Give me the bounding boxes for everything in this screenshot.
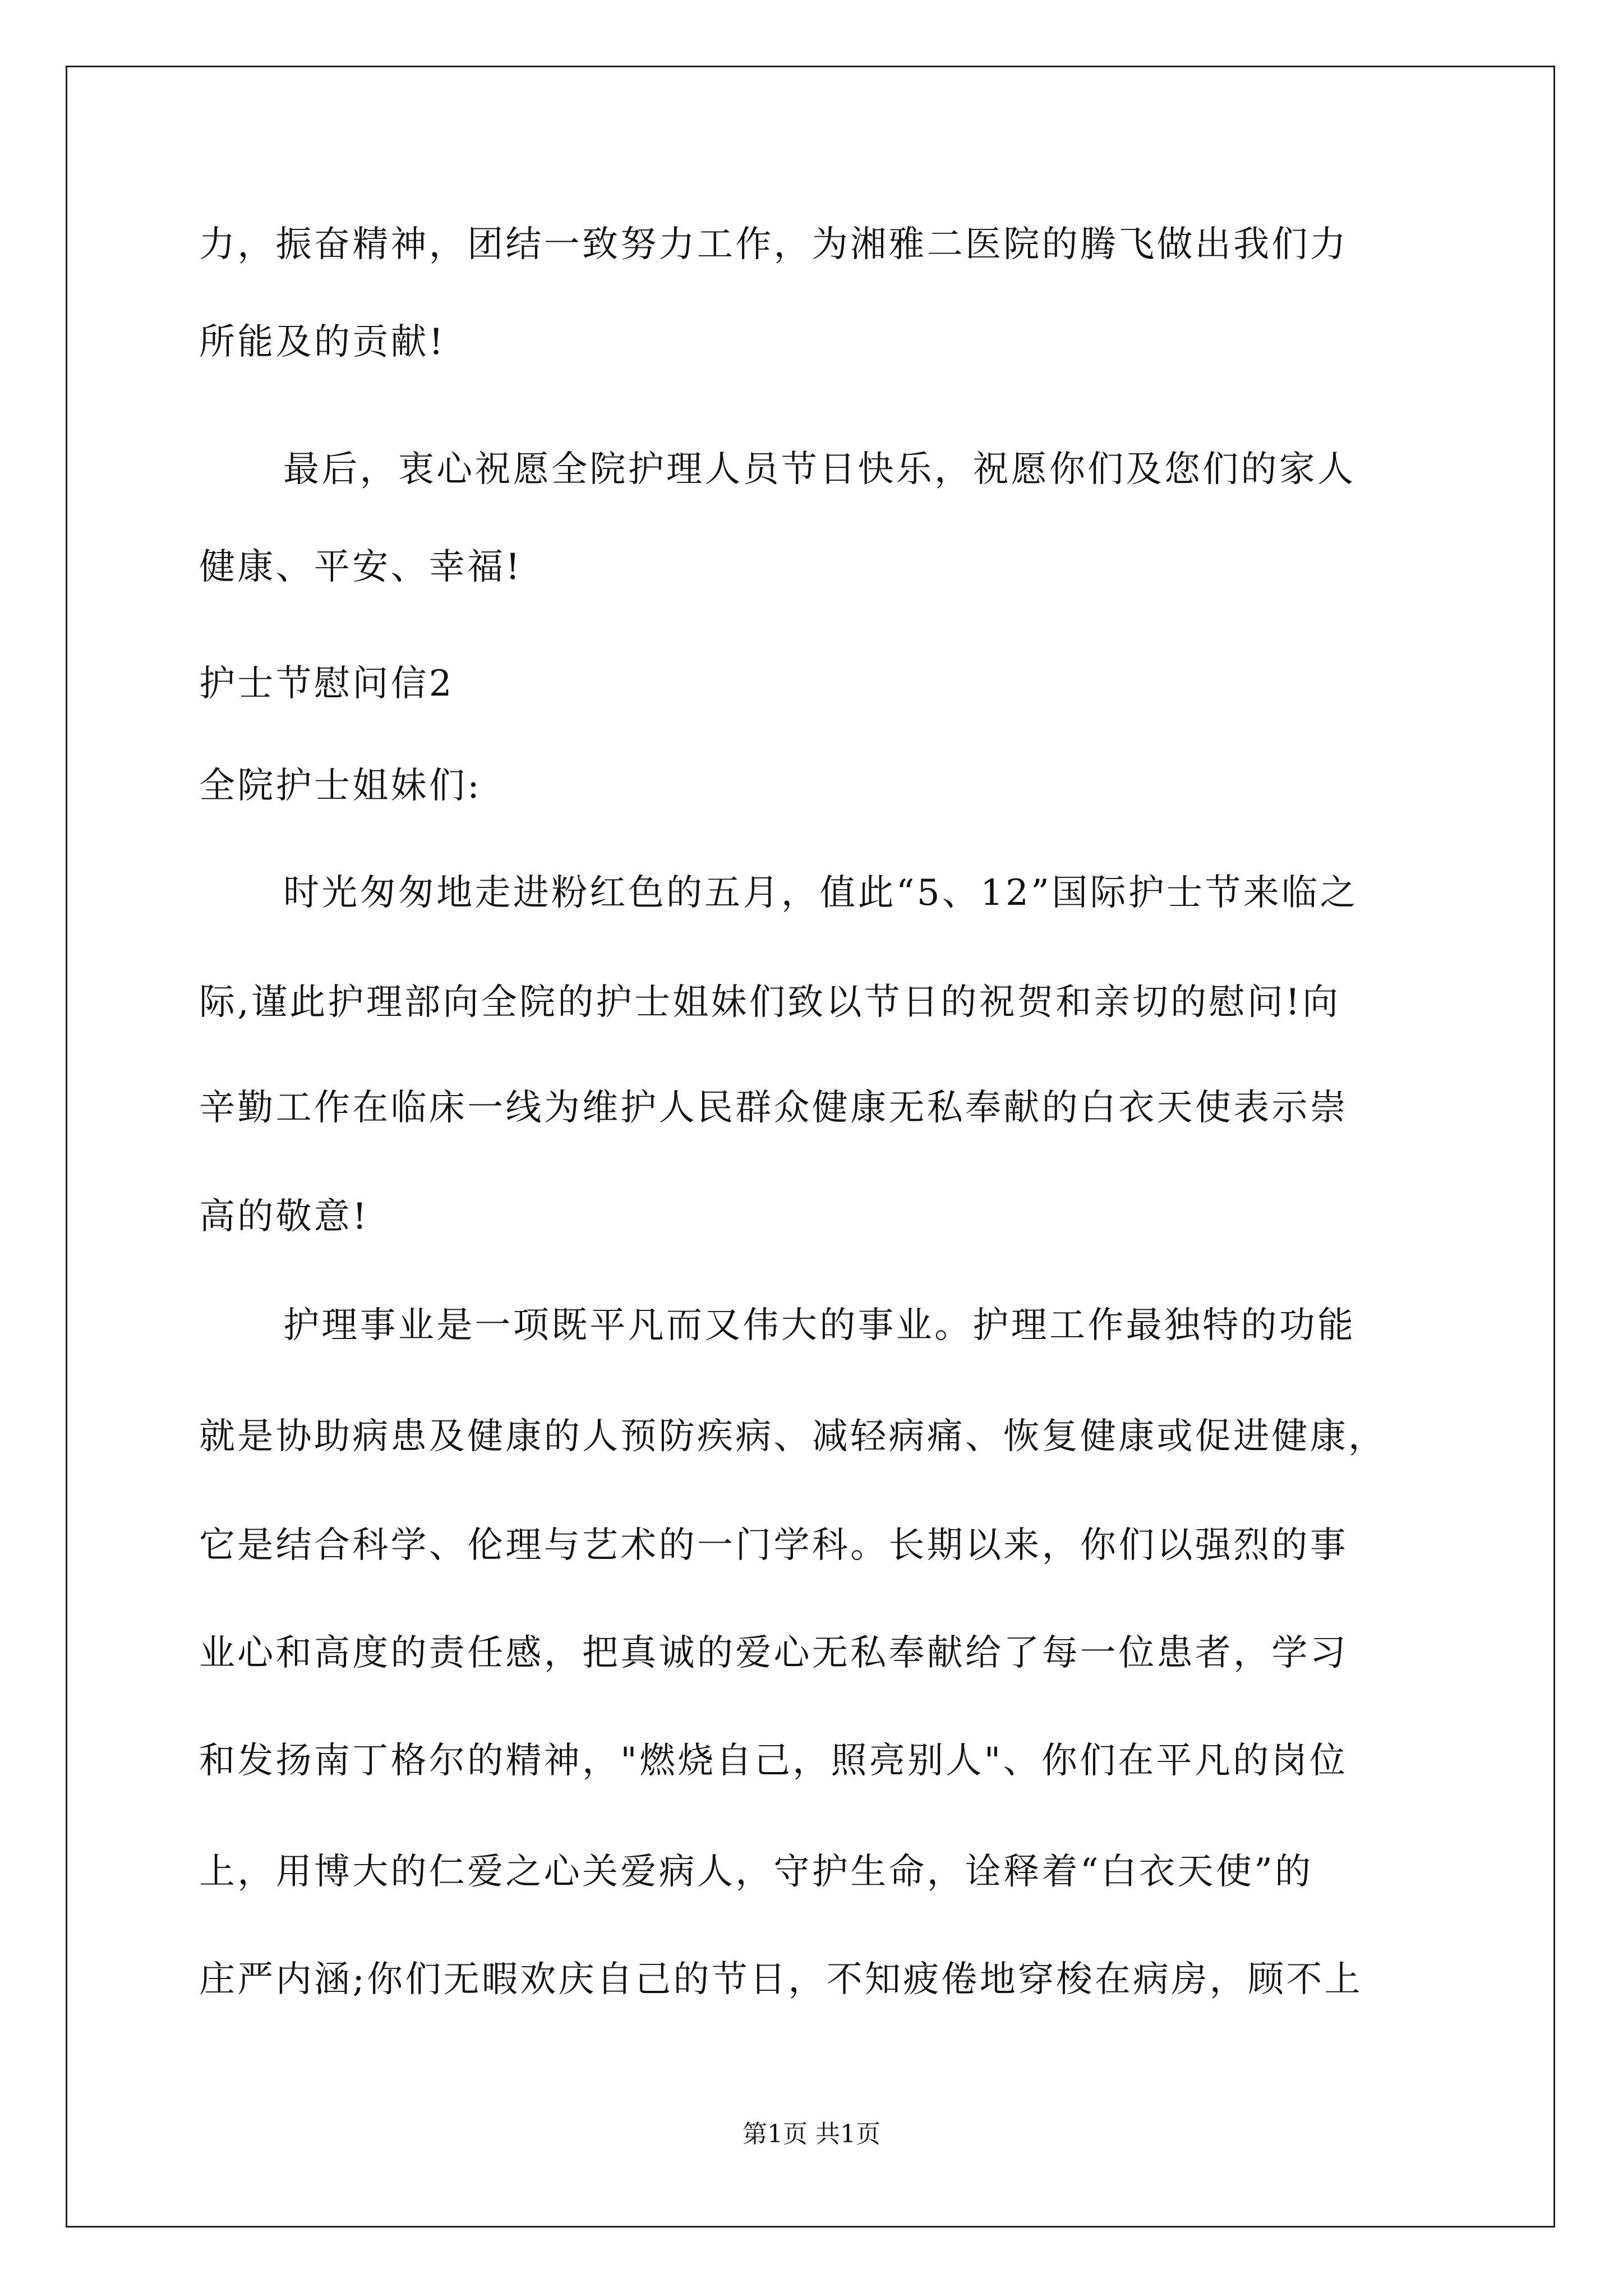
paragraph-6-line-5: 和发扬南丁格尔的精神，"燃烧自己，照亮别人"、你们在平凡的岗位 [199, 1740, 1348, 1782]
salutation: 全院护士姐妹们: [199, 765, 482, 807]
page-number-footer: 第1页 共1页 [743, 2120, 880, 2148]
paragraph-6-line-1: 护理事业是一项既平凡而又伟大的事业。护理工作最独特的功能 [283, 1305, 1356, 1346]
paragraph-1-line-2: 所能及的贡献! [199, 321, 446, 363]
paragraph-1-line-1: 力，振奋精神，团结一致努力工作，为湘雅二医院的腾飞做出我们力 [199, 224, 1348, 265]
paragraph-5-line-4: 高的敬意! [199, 1196, 370, 1237]
paragraph-5-line-1: 时光匆匆地走进粉红色的五月，值此“5、12”国际护士节来临之 [283, 872, 1358, 914]
paragraph-6-line-2: 就是协助病患及健康的人预防疾病、减轻病痛、恢复健康或促进健康， [199, 1416, 1387, 1457]
paragraph-2-line-1: 最后，衷心祝愿全院护理人员节日快乐，祝愿你们及您们的家人 [283, 449, 1356, 490]
paragraph-5-line-2: 际,谨此护理部向全院的护士姐妹们致以节日的祝贺和亲切的慰问!向 [199, 982, 1341, 1023]
paragraph-2-line-2: 健康、平安、幸福! [199, 546, 523, 588]
page-border [66, 66, 1555, 2228]
section-heading: 护士节慰问信2 [199, 663, 454, 705]
paragraph-6-line-3: 它是结合科学、伦理与艺术的一门学科。长期以来，你们以强烈的事 [199, 1525, 1348, 1566]
paragraph-5-line-3: 辛勤工作在临床一线为维护人民群众健康无私奉献的白衣天使表示崇 [199, 1087, 1348, 1129]
paragraph-6-line-4: 业心和高度的责任感，把真诚的爱心无私奉献给了每一位患者，学习 [199, 1632, 1348, 1674]
paragraph-6-line-6: 上，用博大的仁爱之心关爱病人，守护生命，诠释着“白衣天使”的 [199, 1851, 1313, 1893]
paragraph-6-line-7: 庄严内涵;你们无暇欢庆自己的节日，不知疲倦地穿梭在病房，顾不上 [199, 1959, 1363, 2000]
